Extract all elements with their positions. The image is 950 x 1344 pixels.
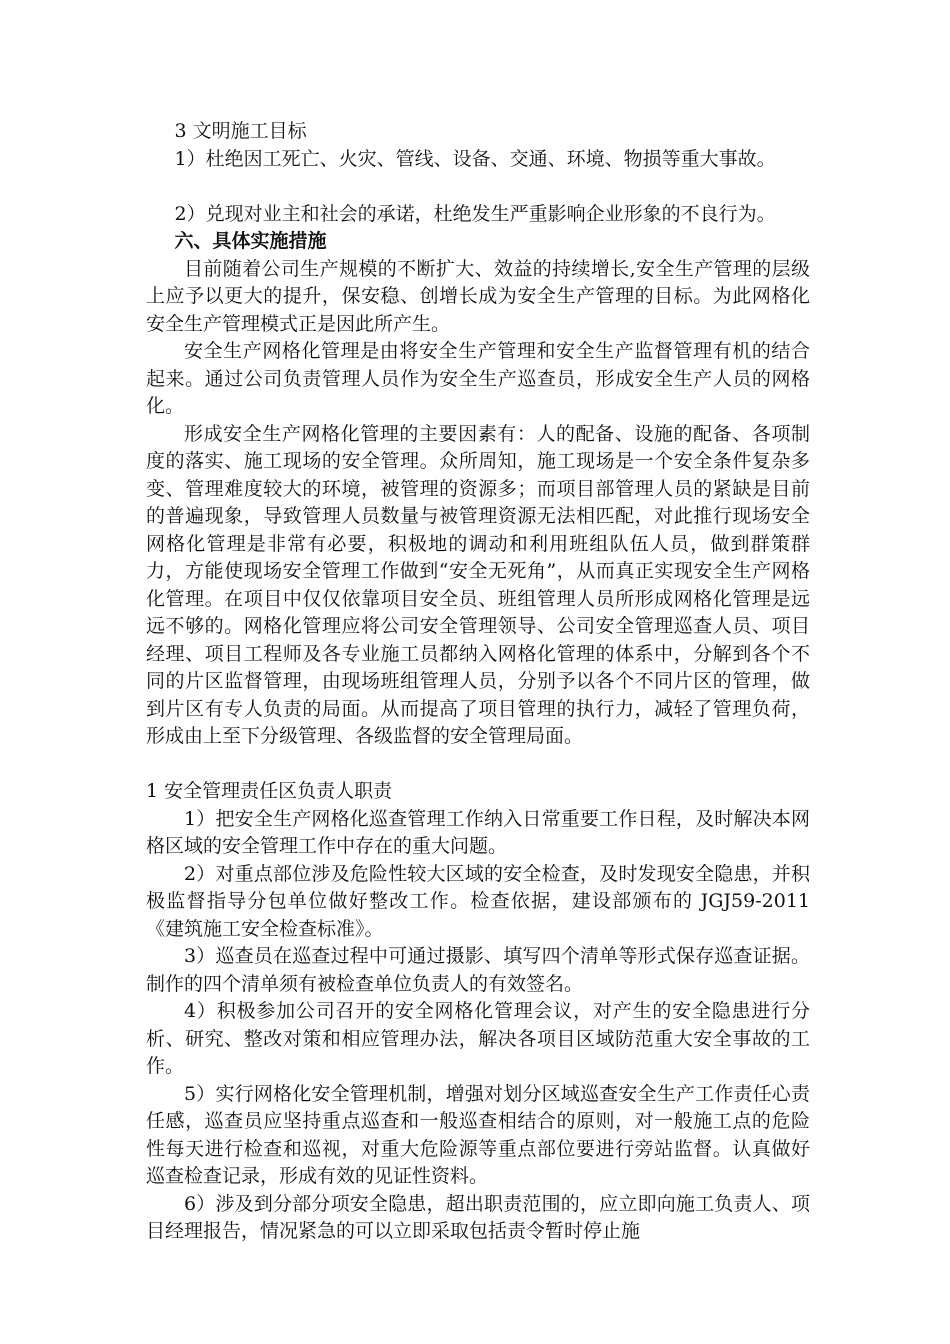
duty-item-5: 5）实行网格化安全管理机制，增强对划分区域巡查安全生产工作责任心责任感，巡查员应坚持重点巡查和一般巡查相结合的原则，对一般施工点的危险性每天进行检查和巡视，对重大危险源等重点部位要进行旁站监督。认真做好巡查检查记录，形成有效的见证性资料。 <box>146 1082 810 1187</box>
duty-item-1: 1）把安全生产网格化巡查管理工作纳入日常重要工作日程，及时解决本网格区域的安全管理工作中存在的重大问题。 <box>146 807 810 857</box>
civilized-goal-item-2: 2）兑现对业主和社会的承诺，杜绝发生严重影响企业形象的不良行为。 <box>174 202 776 225</box>
section-heading-measures: 六、具体实施措施 <box>174 230 327 252</box>
civilized-goal-item-1: 1）杜绝因工死亡、火灾、管线、设备、交通、环境、物损等重大事故。 <box>174 147 776 170</box>
duty-item-4: 4）积极参加公司召开的安全网格化管理会议，对产生的安全隐患进行分析、研究、整改对策和相应管理办法，解决各项目区域防范重大安全事故的工作。 <box>146 1000 810 1077</box>
measures-paragraph-1: 目前随着公司生产规模的不断扩大、效益的持续增长,安全生产管理的层级上应予以更大的提升，保安稳、创增长成为安全生产管理的目标。为此网格化安全生产管理模式正是因此所产生。 <box>146 257 810 335</box>
spacer <box>146 751 810 779</box>
section-title-civilized-goal: 3 文明施工目标 <box>174 120 307 142</box>
spacer <box>146 173 810 201</box>
measures-paragraph-3: 形成安全生产网格化管理的主要因素有：人的配备、设施的配备、各项制度的落实、施工现场的安全管理。众所周知，施工现场是一个安全条件复杂多变、管理难度较大的环境，被管理的资源多；而项目部管理人员的紧缺是目前的普遍现象，导致管理人员数量与被管理资源无法相匹配，对此推行现场安全网格化管理是非常有必要，积极地的调动和利用班组队伍人员，做到群策群力，方能使现场安全管理工作做到“安全无死角”，从而真正实现安全生产网格化管理。在项目中仅仅依靠项目安全员、班组管理人员所形成网格化管理是远远不够的。网格化管理应将公司安全管理领导、公司安全管理巡查人员、项目经理、项目工程师及各专业施工员都纳入网格化管理的体系中，分解到各个不同的片区监督管理，由现场班组管理人员，分别予以各个不同片区的管理，做到片区有专人负责的局面。从而提高了项目管理的执行力，减轻了管理负荷，形成由上至下分级管理、各级监督的安全管理局面。 <box>146 422 810 747</box>
duty-item-2: 2）对重点部位涉及危险性较大区域的安全检查，及时发现安全隐患，并积极监督指导分包单位做好整改工作。检查依据，建设部颁布的 JGJ59-2011《建筑施工安全检查标准》。 <box>146 862 810 940</box>
section-title-duty: 1 安全管理责任区负责人职责 <box>146 780 393 802</box>
duty-item-3: 3）巡查员在巡查过程中可通过摄影、填写四个清单等形式保存巡查证据。制作的四个清单须有被检查单位负责人的有效签名。 <box>146 945 810 995</box>
duty-item-6: 6）涉及到分部分项安全隐患，超出职责范围的，应立即向施工负责人、项目经理报告，情况紧急的可以立即采取包括责令暂时停止施 <box>146 1192 810 1242</box>
document-page <box>146 118 810 1246</box>
measures-paragraph-2: 安全生产网格化管理是由将安全生产管理和安全生产监督管理有机的结合起来。通过公司负责管理人员作为安全生产巡查员，形成安全生产人员的网格化。 <box>146 340 810 417</box>
